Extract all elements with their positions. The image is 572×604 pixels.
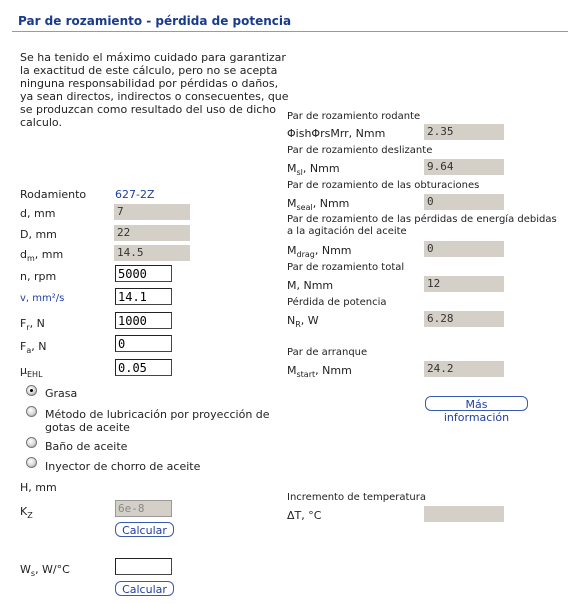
title-divider <box>12 31 568 32</box>
starting-torque-label <box>287 364 352 379</box>
Fa-input[interactable] <box>115 335 172 352</box>
dm-label-unit: , mm <box>34 248 64 261</box>
mu-label <box>20 364 43 379</box>
dm-label-sub: m <box>26 254 35 264</box>
drag-torque-title: Par de rozamiento de las pérdidas de energía debidas a la agitación del aceite <box>287 214 557 237</box>
mu-input[interactable] <box>115 359 172 376</box>
radio-oil-bath[interactable] <box>26 437 37 448</box>
mu-label-sub: EHL <box>27 370 43 380</box>
Kz-input <box>115 500 172 517</box>
dm-label <box>20 248 63 263</box>
Fr-label-unit: , N <box>29 317 45 330</box>
sliding-torque-title: Par de rozamiento deslizante <box>287 145 433 156</box>
D-label: D, mm <box>20 228 57 241</box>
power-label-sub: R <box>295 320 301 330</box>
total-torque-title: Par de rozamiento total <box>287 262 405 273</box>
temperature-rise-value <box>424 506 504 522</box>
start-label-unit: , Nmm <box>315 364 352 377</box>
rolling-torque-label: ΦishΦrsMrr, Nmm <box>287 127 386 140</box>
power-label-unit: , W <box>300 314 319 327</box>
viscosity-label: v, mm²/s <box>20 293 65 304</box>
n-input[interactable] <box>115 265 172 282</box>
drag-torque-label <box>287 244 352 259</box>
page-title: Par de rozamiento - pérdida de potencia <box>18 14 292 28</box>
Kz-label <box>20 505 33 520</box>
drag-label-main: M <box>287 244 297 257</box>
power-label-main: N <box>287 314 296 327</box>
Fr-label-main: F <box>20 317 27 330</box>
n-label: n, rpm <box>20 270 57 283</box>
bearing-designation-link[interactable]: 627-2Z <box>115 188 155 201</box>
bearing-label: Rodamiento <box>20 188 87 201</box>
radio-oil-jet[interactable] <box>26 457 37 468</box>
more-info-button[interactable]: Más información <box>425 396 528 411</box>
Kz-label-main: K <box>20 505 28 518</box>
temperature-rise-title: Incremento de temperatura <box>287 492 427 503</box>
sliding-label-unit: , Nmm <box>302 162 340 175</box>
H-label: H, mm <box>20 481 57 494</box>
temperature-rise-label: ΔT, °C <box>287 509 322 522</box>
Fr-input[interactable] <box>115 312 172 329</box>
radio-grease[interactable] <box>26 385 37 396</box>
rolling-torque-value: 2.35 <box>424 124 504 140</box>
radio-oil-jet-label: Inyector de chorro de aceite <box>45 460 201 473</box>
Kz-label-sub: Z <box>27 511 33 521</box>
radio-grease-label: Grasa <box>45 387 78 400</box>
seal-torque-label <box>287 197 349 212</box>
start-label-sub: start <box>296 370 316 380</box>
seal-label-main: M <box>287 197 297 210</box>
radio-oil-drop[interactable] <box>26 406 37 417</box>
mu-label-main: μ <box>20 364 27 377</box>
Fa-label-sub: a <box>26 346 32 356</box>
Fa-label-main: F <box>20 340 27 353</box>
total-torque-value: 12 <box>424 276 504 292</box>
Fr-label-sub: r <box>26 323 30 333</box>
radio-oil-bath-label: Baño de aceite <box>45 440 128 453</box>
radio-oil-drop-label: Método de lubricación por proyección de gotas de aceite <box>45 408 270 434</box>
power-loss-title: Pérdida de potencia <box>287 297 387 308</box>
power-loss-label <box>287 314 319 329</box>
Fr-label <box>20 317 45 332</box>
d-label: d, mm <box>20 207 56 220</box>
D-value: 22 <box>114 225 190 241</box>
starting-torque-value: 24.2 <box>424 361 504 377</box>
dm-label-main: d <box>20 248 27 261</box>
Fa-label-unit: , N <box>31 340 47 353</box>
sliding-torque-value: 9.64 <box>424 159 504 175</box>
Ws-label-unit: , W/°C <box>35 563 70 576</box>
rolling-torque-title: Par de rozamiento rodante <box>287 111 421 122</box>
seal-torque-title: Par de rozamiento de las obturaciones <box>287 180 480 191</box>
seal-label-unit: , Nmm <box>312 197 350 210</box>
d-value: 7 <box>114 204 190 220</box>
sliding-label-sub: sl <box>296 168 303 178</box>
calculate-button-1[interactable]: Calcular <box>115 522 174 537</box>
Ws-label-sub: s <box>30 569 36 579</box>
drag-label-unit: , Nmm <box>314 244 352 257</box>
drag-torque-value: 0 <box>424 241 504 257</box>
Ws-input[interactable] <box>115 558 172 575</box>
calculate-button-2[interactable]: Calcular <box>115 581 174 596</box>
Ws-label-main: W <box>20 563 31 576</box>
Fa-label <box>20 340 46 355</box>
drag-label-sub: drag <box>296 250 315 260</box>
seal-torque-value: 0 <box>424 194 504 210</box>
starting-torque-title: Par de arranque <box>287 347 368 358</box>
total-torque-label: M, Nmm <box>287 279 334 292</box>
viscosity-input[interactable] <box>115 288 172 305</box>
disclaimer-text: Se ha tenido el máximo cuidado para garantizar la exactitud de este cálculo, pero no se acepta ninguna responsabilidad por pérdidas o daños, ya sean directos, indirectos o consecuentes, que se produzcan como resultado del uso de dicho calculo. <box>20 51 289 129</box>
Ws-label <box>20 563 70 578</box>
seal-label-sub: seal <box>296 203 313 213</box>
start-label-main: M <box>287 364 297 377</box>
sliding-torque-label <box>287 162 340 177</box>
sliding-label-main: M <box>287 162 297 175</box>
power-loss-value: 6.28 <box>424 311 504 327</box>
dm-value: 14.5 <box>114 245 190 261</box>
